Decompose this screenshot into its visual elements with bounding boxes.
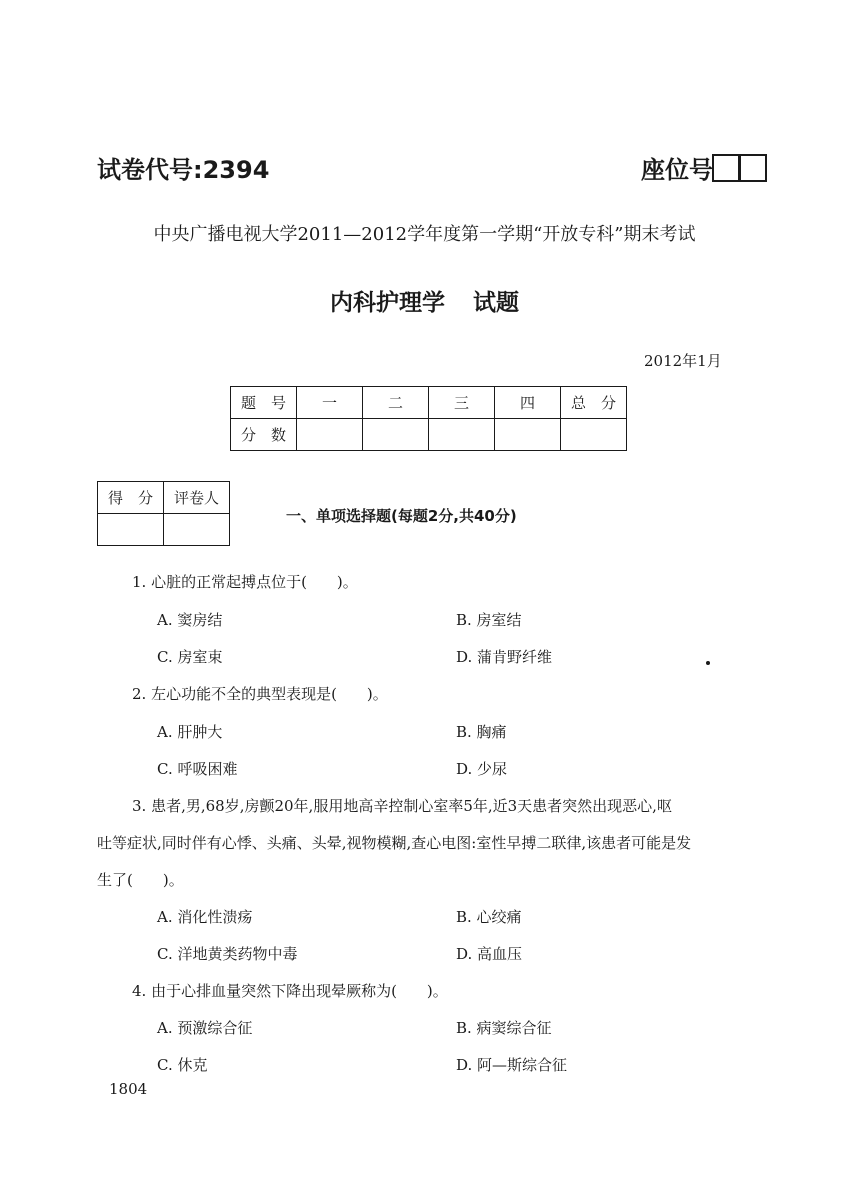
question-3-stem-line-1: 3. 患者,男,68岁,房颤20年,服用地高辛控制心室率5年,近3天患者突然出现恶心,呕 [132, 797, 672, 815]
seat-label: 座位号 [641, 156, 713, 184]
question-1-option-b: B. 房室结 [456, 611, 522, 629]
question-3-stem-line-3: 生了( )。 [97, 871, 184, 889]
seat-box-1 [712, 154, 740, 182]
question-3-option-a: A. 消化性溃疡 [157, 908, 253, 926]
section-title: 一、单项选择题(每题2分,共40分) [286, 507, 517, 525]
score-table-value-row [231, 419, 627, 451]
question-2-option-d: D. 少尿 [456, 760, 508, 778]
question-3-stem-line-2: 吐等症状,同时伴有心悸、头痛、头晕,视物模糊,查心电图:室性早搏二联律,该患者可能是发 [97, 834, 692, 852]
score-cell-label: 分 数 [231, 419, 297, 451]
question-4-option-d: D. 阿—斯综合征 [456, 1056, 568, 1074]
question-1-stem: 1. 心脏的正常起搏点位于( )。 [132, 573, 358, 591]
grader-cell-empty [98, 514, 164, 546]
score-cell-header: 二 [363, 387, 429, 419]
subject-name: 内科护理学 [330, 290, 445, 316]
grader-cell-grader-label: 评卷人 [164, 482, 230, 514]
question-3-option-c: C. 洋地黄类药物中毒 [157, 945, 298, 963]
score-cell-empty [561, 419, 627, 451]
grader-table-value-row [98, 514, 230, 546]
paper-code: 试卷代号:2394 [97, 156, 270, 184]
question-2-option-c: C. 呼吸困难 [157, 760, 238, 778]
grader-cell-empty [164, 514, 230, 546]
question-4-option-c: C. 休克 [157, 1056, 208, 1074]
grader-table-header-row [98, 482, 230, 514]
score-cell-header: 总 分 [561, 387, 627, 419]
question-1-option-c: C. 房室束 [157, 648, 223, 666]
question-4-option-b: B. 病窦综合征 [456, 1019, 552, 1037]
exam-header-line: 中央广播电视大学2011—2012学年度第一学期“开放专科”期末考试 [153, 224, 696, 245]
question-4-stem: 4. 由于心排血量突然下降出现晕厥称为( )。 [132, 982, 448, 1000]
score-cell-header: 三 [429, 387, 495, 419]
question-1-option-a: A. 窦房结 [157, 611, 223, 629]
grader-table [97, 481, 230, 546]
score-cell-empty [363, 419, 429, 451]
seat-box-2 [739, 154, 767, 182]
ink-speck [706, 661, 710, 665]
score-table [230, 386, 627, 451]
seat-number [641, 150, 767, 185]
subject-suffix: 试题 [473, 290, 519, 316]
score-cell-label: 题 号 [231, 387, 297, 419]
exam-date: 2012年1月 [644, 352, 722, 370]
question-2-stem: 2. 左心功能不全的典型表现是( )。 [132, 685, 388, 703]
score-cell-empty [297, 419, 363, 451]
score-cell-header: 四 [495, 387, 561, 419]
question-2-option-a: A. 肝肿大 [157, 723, 223, 741]
score-cell-empty [429, 419, 495, 451]
score-table-header-row [231, 387, 627, 419]
question-4-option-a: A. 预激综合征 [157, 1019, 253, 1037]
question-2-option-b: B. 胸痛 [456, 723, 507, 741]
question-3-option-d: D. 高血压 [456, 945, 523, 963]
question-3-option-b: B. 心绞痛 [456, 908, 522, 926]
score-cell-empty [495, 419, 561, 451]
question-1-option-d: D. 蒲肯野纤维 [456, 648, 553, 666]
exam-title [0, 284, 849, 317]
score-cell-header: 一 [297, 387, 363, 419]
page-number: 1804 [109, 1080, 148, 1098]
grader-cell-score-label: 得 分 [98, 482, 164, 514]
